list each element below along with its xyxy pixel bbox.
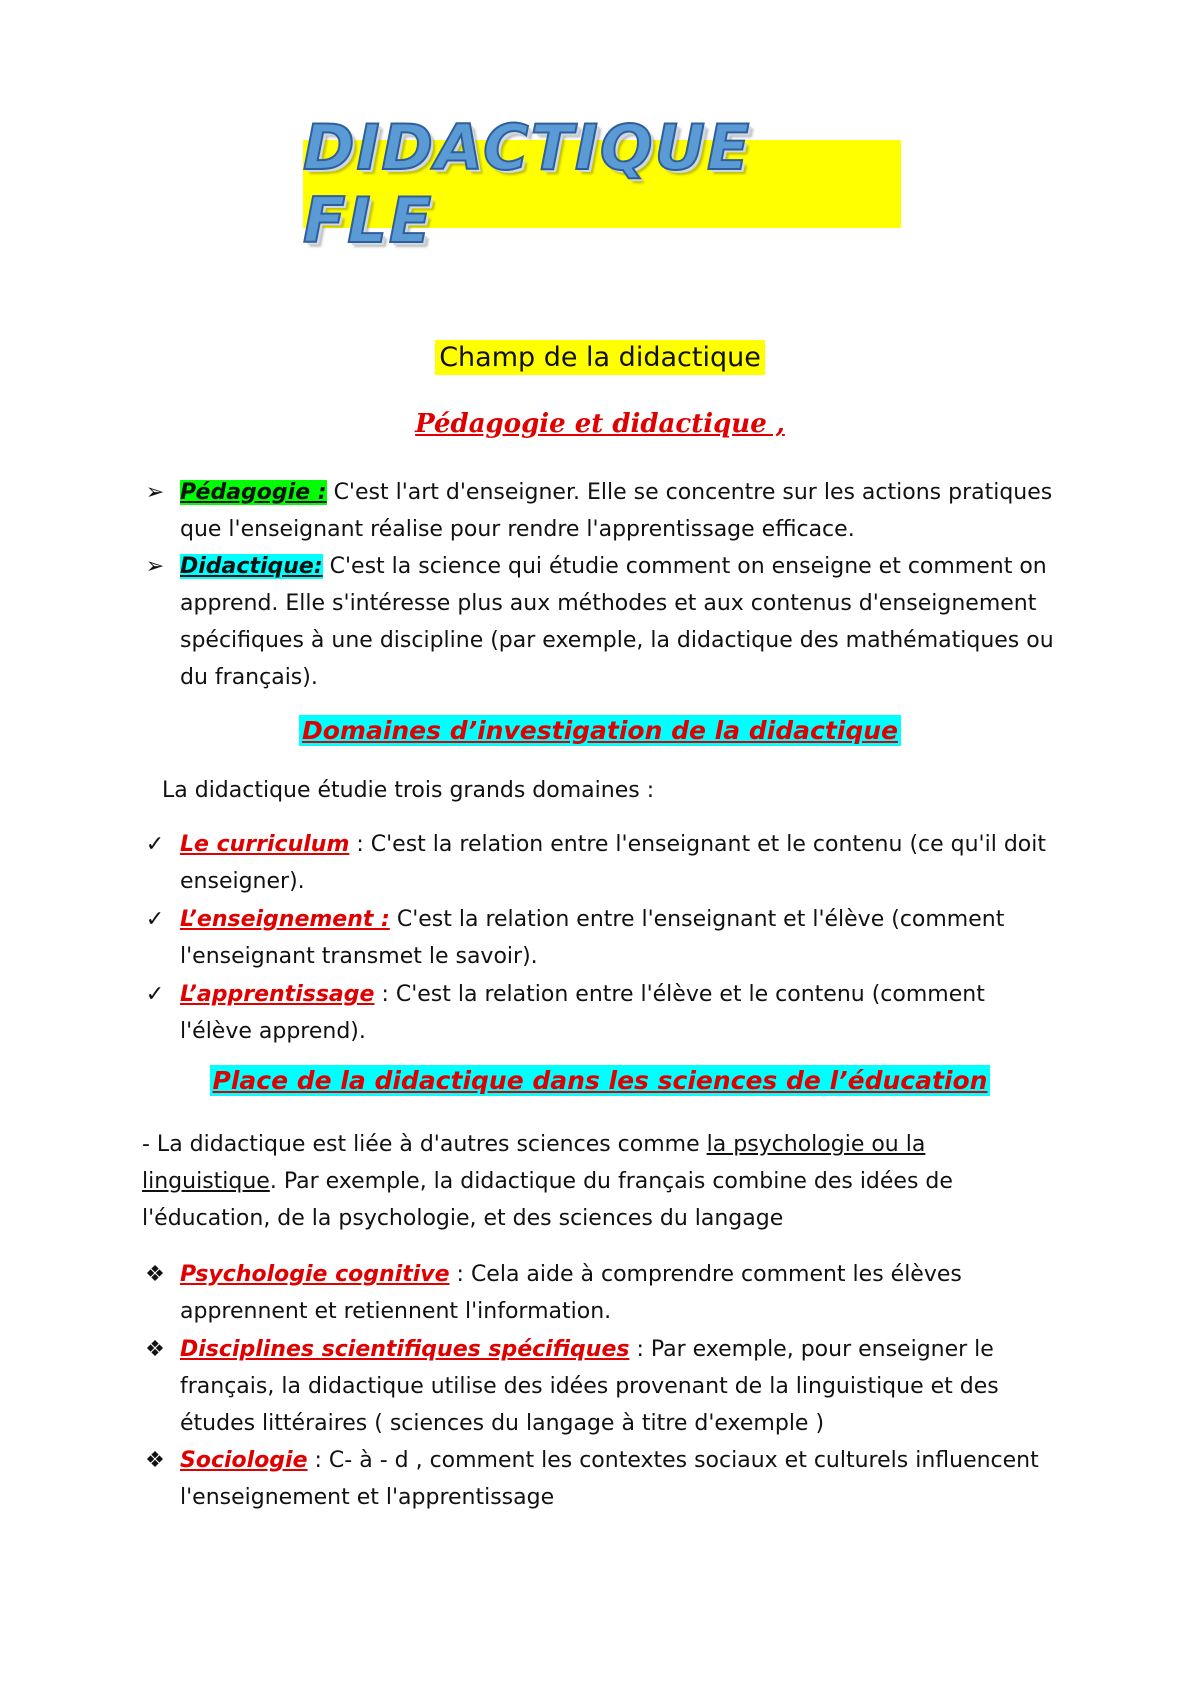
definition-text: : Cela aide à comprendre comment les élèves apprennent et retiennent l'information.: [180, 1262, 962, 1324]
check-bullet-icon: ✓: [145, 982, 165, 1007]
term-enseignement: L’enseignement :: [180, 907, 390, 932]
arrow-bullet-icon: ➢: [145, 554, 165, 579]
list-item-body: [180, 1256, 1060, 1330]
term-psychologie: Psychologie cognitive: [180, 1262, 450, 1287]
diamond-bullet-icon: ❖: [145, 1337, 165, 1362]
section3-heading-text: Place de la didactique dans les sciences de l’éducation: [210, 1065, 991, 1096]
intro-underlined: la psychologie ou la linguistique: [142, 1132, 926, 1194]
list-item-curriculum: [145, 826, 1060, 900]
term-didactique: Didactique:: [180, 554, 323, 579]
list-item-body: [180, 548, 1060, 696]
document-title: DIDACTIQUE FLE: [303, 111, 752, 257]
list-item-body: [180, 826, 1060, 900]
term-disciplines: Disciplines scientifiques spécifiques: [180, 1337, 630, 1362]
section2-heading: [0, 716, 1200, 745]
diamond-bullet-icon: ❖: [145, 1262, 165, 1287]
section3-heading: [0, 1066, 1200, 1095]
section2-heading-text: Domaines d’investigation de la didactique: [299, 715, 901, 746]
definition-text: C'est la relation entre l'enseignant et l'élève (comment l'enseignant transmet le savoir).: [180, 907, 1005, 969]
list-item-sociologie: [145, 1442, 1060, 1516]
diamond-bullet-icon: ❖: [145, 1448, 165, 1473]
definition-text: C'est l'art d'enseigner. Elle se concentre sur les actions pratiques que l'enseignant réalise pour rendre l'apprentissage efficace.: [180, 480, 1053, 542]
list-item-pedagogie: [145, 474, 1060, 548]
section3-intro: [142, 1126, 1062, 1237]
definition-text: : C'est la relation entre l'enseignant et le contenu (ce qu'il doit enseigner).: [180, 832, 1046, 894]
definition-text: : C- à - d , comment les contextes sociaux et culturels influencent l'enseignement et l'apprentissage: [180, 1448, 1039, 1510]
check-bullet-icon: ✓: [145, 832, 165, 857]
definition-text: : C'est la relation entre l'élève et le contenu (comment l'élève apprend).: [180, 982, 985, 1044]
intro-prefix: - La didactique est liée à d'autres sciences comme: [142, 1132, 707, 1157]
list-item-body: [180, 901, 1060, 975]
title-banner: [303, 111, 901, 257]
list-item-body: [180, 474, 1060, 548]
subtitle: [0, 342, 1200, 373]
term-apprentissage: L’apprentissage: [180, 982, 375, 1007]
definition-text: C'est la science qui étudie comment on enseigne et comment on apprend. Elle s'intéresse plus aux méthodes et aux contenus d'enseignement spécifiques à une discipline (par exemple, la didactique des mathématiques ou du français).: [180, 554, 1054, 690]
list-item-apprentissage: [145, 976, 1060, 1050]
arrow-bullet-icon: ➢: [145, 480, 165, 505]
definition-text: : Par exemple, pour enseigner le français, la didactique utilise des idées provenant de la linguistique et des études littéraires ( sciences du langage à titre d'exemple ): [180, 1337, 999, 1436]
list-item-body: [180, 1331, 1060, 1442]
term-pedagogie: Pédagogie :: [180, 480, 327, 505]
section1-heading-text: Pédagogie et didactique ,: [415, 409, 785, 439]
list-item-body: [180, 1442, 1060, 1516]
list-item-didactique: [145, 548, 1060, 696]
list-item-disciplines: [145, 1331, 1060, 1442]
check-bullet-icon: ✓: [145, 907, 165, 932]
list-item-psychologie: [145, 1256, 1060, 1330]
section1-heading: [0, 409, 1200, 439]
section2-intro: La didactique étudie trois grands domaines :: [162, 778, 655, 803]
subtitle-text: Champ de la didactique: [435, 340, 765, 375]
term-sociologie: Sociologie: [180, 1448, 308, 1473]
term-curriculum: Le curriculum: [180, 832, 350, 857]
intro-suffix: . Par exemple, la didactique du français combine des idées de l'éducation, de la psychologie, et des sciences du langage: [142, 1169, 953, 1231]
list-item-enseignement: [145, 901, 1060, 975]
list-item-body: [180, 976, 1060, 1050]
